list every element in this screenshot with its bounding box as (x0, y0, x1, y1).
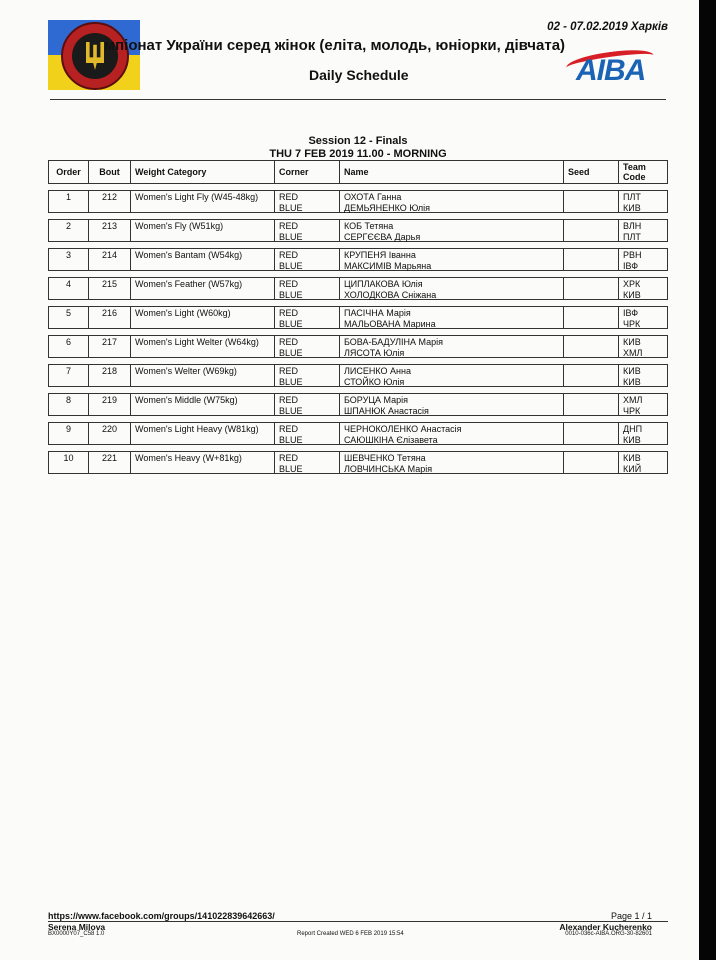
cell-weight-category: Women's Light (W60kg) (131, 307, 275, 328)
column-header-bout: Bout (89, 161, 131, 183)
boxer-blue: СЕРГЄЄВА Дарья (344, 231, 421, 242)
federation-logo-icon (48, 20, 140, 90)
team-red: КИВ (623, 453, 641, 463)
cell-bout: 213 (89, 220, 131, 241)
corner-blue: BLUE (279, 231, 303, 242)
corner-red: RED (279, 279, 299, 289)
cell-weight-category: Women's Fly (W51kg) (131, 220, 275, 241)
column-header-corner: Corner (275, 161, 340, 183)
table-row (48, 422, 668, 445)
boxer-blue: МАЛЬОВАНА Марина (344, 318, 436, 329)
cell-weight-category: Women's Middle (W75kg) (131, 394, 275, 415)
cell-name (340, 278, 564, 299)
boxer-blue: ДЕМЬЯНЕНКО Юлія (344, 202, 431, 213)
boxer-red: БОВА-БАДУЛІНА Марія (344, 337, 444, 347)
table-row (48, 219, 668, 242)
session-datetime: THU 7 FEB 2019 11.00 - MORNING (269, 148, 447, 160)
cell-seed (564, 336, 619, 357)
cell-order: 7 (49, 365, 89, 386)
table-row (48, 451, 668, 474)
cell-bout: 214 (89, 249, 131, 270)
background-edge (699, 0, 716, 960)
page-number: Page 1 / 1 (610, 911, 652, 921)
cell-bout: 218 (89, 365, 131, 386)
cell-order: 2 (49, 220, 89, 241)
table-row (48, 248, 668, 271)
cell-corner (275, 336, 340, 357)
team-red: ВЛН (623, 221, 642, 231)
cell-name (340, 423, 564, 444)
cell-name (340, 249, 564, 270)
corner-blue: BLUE (279, 289, 303, 300)
cell-seed (564, 220, 619, 241)
cell-order: 1 (49, 191, 89, 212)
cell-team-code (619, 249, 667, 270)
cell-bout: 220 (89, 423, 131, 444)
cell-corner (275, 278, 340, 299)
footer-right-code: 0010-036c-AIBA.ORG-30-82601 (565, 931, 652, 937)
cell-order: 3 (49, 249, 89, 270)
cell-order: 5 (49, 307, 89, 328)
boxer-red: ШЕВЧЕНКО Тетяна (344, 453, 426, 463)
corner-blue: BLUE (279, 463, 303, 474)
boxer-blue: СТОЙКО Юлія (344, 376, 405, 387)
boxer-red: КОБ Тетяна (344, 221, 394, 231)
table-row (48, 190, 668, 213)
table-row (48, 306, 668, 329)
boxer-red: БОРУЦА Марія (344, 395, 408, 405)
logo-emblem (61, 22, 129, 90)
footer-left-code: BX0000Y07_C58 1.0 (48, 931, 105, 937)
corner-red: RED (279, 192, 299, 202)
cell-seed (564, 423, 619, 444)
cell-corner (275, 452, 340, 473)
team-blue: КИВ (623, 202, 641, 213)
cell-order: 4 (49, 278, 89, 299)
column-header-name: Name (340, 161, 564, 183)
team-blue: КИВ (623, 434, 641, 445)
table-row (48, 393, 668, 416)
table-row (48, 277, 668, 300)
cell-weight-category: Women's Welter (W69kg) (131, 365, 275, 386)
table-row (48, 335, 668, 358)
cell-corner (275, 220, 340, 241)
aiba-logo-text: AIBA (576, 54, 646, 87)
cell-team-code (619, 336, 667, 357)
cell-corner (275, 249, 340, 270)
corner-blue: BLUE (279, 434, 303, 445)
cell-weight-category: Women's Light Fly (W45-48kg) (131, 191, 275, 212)
cell-bout: 221 (89, 452, 131, 473)
cell-team-code (619, 220, 667, 241)
cell-bout: 216 (89, 307, 131, 328)
table-body (48, 190, 668, 474)
corner-blue: BLUE (279, 347, 303, 358)
trident-icon (86, 42, 104, 70)
aiba-logo-icon (566, 50, 666, 88)
cell-name (340, 307, 564, 328)
cell-bout: 212 (89, 191, 131, 212)
cell-name (340, 336, 564, 357)
boxer-blue: ЛЯСОТА Юлія (344, 347, 405, 358)
team-blue: КИВ (623, 289, 641, 300)
cell-name (340, 191, 564, 212)
cell-team-code (619, 191, 667, 212)
team-blue: ХМЛ (623, 347, 643, 358)
cell-team-code (619, 394, 667, 415)
team-blue: ІВФ (623, 260, 639, 271)
corner-red: RED (279, 424, 299, 434)
cell-weight-category: Women's Feather (W57kg) (131, 278, 275, 299)
cell-seed (564, 191, 619, 212)
event-dates: 02 - 07.02.2019 Харків (547, 21, 668, 33)
cell-seed (564, 452, 619, 473)
cell-corner (275, 423, 340, 444)
cell-corner (275, 307, 340, 328)
cell-order: 10 (49, 452, 89, 473)
team-blue: ПЛТ (623, 231, 641, 242)
boxer-blue: ЛОВЧИНСЬКА Марія (344, 463, 433, 474)
team-blue: КИВ (623, 376, 641, 387)
column-header-seed: Seed (564, 161, 619, 183)
boxer-red: ПАСІЧНА Марія (344, 308, 411, 318)
corner-blue: BLUE (279, 260, 303, 271)
cell-name (340, 452, 564, 473)
cell-corner (275, 394, 340, 415)
corner-blue: BLUE (279, 318, 303, 329)
team-blue: ЧРК (623, 405, 641, 416)
cell-weight-category: Women's Light Welter (W64kg) (131, 336, 275, 357)
team-red: ХРК (623, 279, 641, 289)
team-blue: КИЙ (623, 463, 642, 474)
corner-red: RED (279, 366, 299, 376)
column-header-order: Order (49, 161, 89, 183)
team-red: ІВФ (623, 308, 639, 318)
boxer-blue: ХОЛОДКОВА Сніжана (344, 289, 437, 300)
team-red: КИВ (623, 337, 641, 347)
cell-bout: 215 (89, 278, 131, 299)
cell-name (340, 365, 564, 386)
boxer-red: ЛИСЕНКО Анна (344, 366, 411, 376)
column-header-team-code: Team Code (623, 162, 646, 182)
corner-red: RED (279, 395, 299, 405)
team-blue: ЧРК (623, 318, 641, 329)
footer-url: https://www.facebook.com/groups/141022839642663/ (48, 911, 275, 921)
corner-red: RED (279, 337, 299, 347)
cell-team-code (619, 423, 667, 444)
report-created: Report Created WED 6 FEB 2019 15:54 (297, 931, 404, 937)
cell-order: 6 (49, 336, 89, 357)
corner-red: RED (279, 308, 299, 318)
corner-red: RED (279, 221, 299, 231)
boxer-red: ЧЕРНОКОЛЕНКО Анастасія (344, 424, 462, 434)
boxer-blue: ШПАНЮК Анастасія (344, 405, 429, 416)
cell-name (340, 394, 564, 415)
corner-red: RED (279, 250, 299, 260)
team-red: ХМЛ (623, 395, 643, 405)
boxer-red: ОХОТА Ганна (344, 192, 402, 202)
boxer-red: КРУПЕНЯ Іванна (344, 250, 416, 260)
team-red: ДНП (623, 424, 643, 434)
footer-left-name: Serena Milova (48, 922, 106, 932)
table-header (48, 160, 668, 184)
boxer-blue: САЮШКІНА Єлізавета (344, 434, 438, 445)
session-title: Session 12 - Finals (308, 135, 408, 147)
cell-corner (275, 365, 340, 386)
cell-corner (275, 191, 340, 212)
cell-team-code (619, 307, 667, 328)
cell-team-code (619, 452, 667, 473)
cell-order: 8 (49, 394, 89, 415)
page-title: Daily Schedule (309, 67, 409, 83)
footer-right-name: Alexander Kucherenko (559, 922, 652, 932)
championship-title: мпіонат України серед жінок (еліта, молодь, юніорки, дівчата) (104, 37, 566, 54)
cell-order: 9 (49, 423, 89, 444)
cell-weight-category: Women's Light Heavy (W81kg) (131, 423, 275, 444)
corner-blue: BLUE (279, 405, 303, 416)
corner-red: RED (279, 453, 299, 463)
cell-seed (564, 307, 619, 328)
boxer-red: ЦИПЛАКОВА Юлія (344, 279, 423, 289)
schedule-table (48, 160, 668, 474)
cell-bout: 219 (89, 394, 131, 415)
team-red: РВН (623, 250, 642, 260)
corner-blue: BLUE (279, 202, 303, 213)
cell-weight-category: Women's Bantam (W54kg) (131, 249, 275, 270)
cell-seed (564, 249, 619, 270)
cell-weight-category: Women's Heavy (W+81kg) (131, 452, 275, 473)
corner-blue: BLUE (279, 376, 303, 387)
cell-seed (564, 365, 619, 386)
cell-team-code (619, 365, 667, 386)
cell-seed (564, 278, 619, 299)
team-red: ПЛТ (623, 192, 641, 202)
cell-name (340, 220, 564, 241)
header-divider (50, 99, 666, 100)
cell-seed (564, 394, 619, 415)
team-red: КИВ (623, 366, 641, 376)
table-row (48, 364, 668, 387)
boxer-blue: МАКСИМІВ Марьяна (344, 260, 432, 271)
cell-team-code (619, 278, 667, 299)
cell-bout: 217 (89, 336, 131, 357)
column-header-weight: Weight Category (131, 161, 275, 183)
